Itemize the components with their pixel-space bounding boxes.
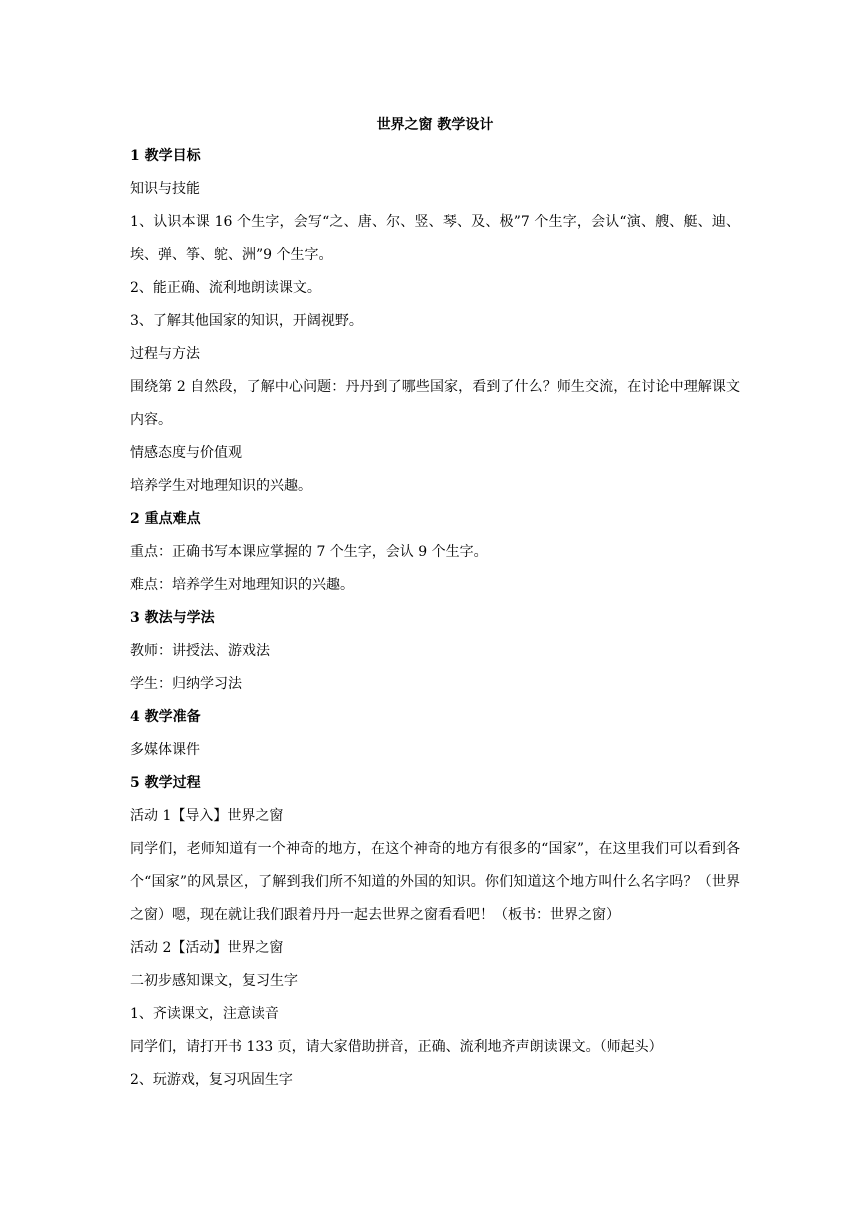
- section-heading-objectives: 1 教学目标: [130, 148, 201, 164]
- difficult-point-text: 难点：培养学生对地理知识的兴趣。: [130, 577, 354, 593]
- subheading-emotion-values: 情感态度与价值观: [130, 445, 242, 461]
- activity-1-text: 同学们，老师知道有一个神奇的地方，在这个神奇的地方有很多的“国家”，在这里我们可以看到各个“国家”的风景区，了解到我们所不知道的外国的知识。你们知道这个地方叫什么名字吗？（世界之窗）嗯，现在就让我们跟着丹丹一起去世界之窗看看吧！（板书：世界之窗）: [130, 841, 740, 923]
- activity-1-title: 活动 1【导入】世界之窗: [130, 808, 284, 824]
- subheading-process-method: 过程与方法: [130, 346, 200, 362]
- section-heading-key-points: 2 重点难点: [130, 511, 201, 527]
- step-2-title: 二初步感知课文，复习生字: [130, 973, 298, 989]
- process-method-text: 围绕第 2 自然段，了解中心问题：丹丹到了哪些国家，看到了什么？师生交流，在讨论中理解课文内容。: [130, 379, 740, 428]
- page-title: 世界之窗 教学设计: [376, 117, 494, 133]
- step-2-1-title: 1、齐读课文，注意读音: [130, 1006, 279, 1022]
- section-heading-preparation: 4 教学准备: [130, 709, 201, 725]
- subheading-knowledge-skills: 知识与技能: [130, 181, 200, 197]
- step-2-2-title: 2、玩游戏，复习巩固生字: [130, 1072, 293, 1088]
- objective-item-2: 2、能正确、流利地朗读课文。: [130, 280, 321, 296]
- key-point-text: 重点：正确书写本课应掌握的 7 个生字，会认 9 个生字。: [130, 544, 488, 560]
- section-heading-methods: 3 教法与学法: [130, 610, 215, 626]
- emotion-values-text: 培养学生对地理知识的兴趣。: [130, 478, 312, 494]
- teacher-method-text: 教师：讲授法、游戏法: [130, 643, 270, 659]
- activity-2-title: 活动 2【活动】世界之窗: [130, 940, 284, 956]
- section-heading-process: 5 教学过程: [130, 775, 201, 791]
- preparation-text: 多媒体课件: [130, 742, 200, 758]
- objective-item-3: 3、了解其他国家的知识，开阔视野。: [130, 313, 363, 329]
- objective-item-1: 1、认识本课 16 个生字，会写“之、唐、尔、竖、琴、及、极”7 个生字，会认“演、艘、艇、迪、埃、弹、筝、鸵、洲”9 个生字。: [130, 214, 740, 263]
- student-method-text: 学生：归纳学习法: [130, 676, 242, 692]
- document-body: [130, 110, 740, 1097]
- step-2-1-text: 同学们，请打开书 133 页，请大家借助拼音，正确、流利地齐声朗读课文。（师起头）: [130, 1039, 663, 1055]
